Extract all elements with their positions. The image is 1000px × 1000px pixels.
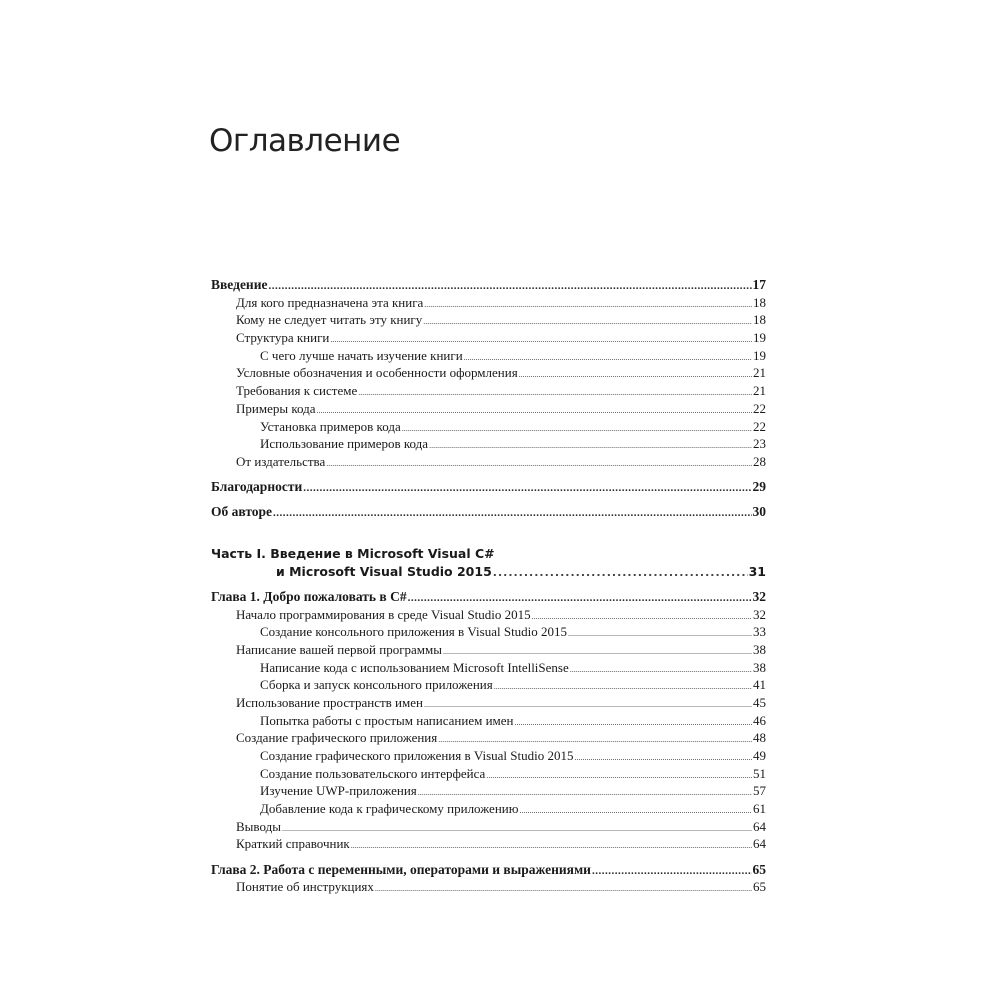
toc-chapter-entry[interactable] bbox=[211, 503, 766, 521]
toc-entry[interactable] bbox=[211, 835, 766, 853]
entry-title: Написание вашей первой программы bbox=[236, 641, 442, 657]
entry-page-number: 48 bbox=[753, 730, 766, 746]
entry-page-number: 65 bbox=[753, 879, 766, 895]
entry-page-number: 32 bbox=[752, 588, 766, 604]
toc-intro-section bbox=[211, 276, 766, 521]
entry-page-number: 61 bbox=[753, 801, 766, 817]
entry-page-number: 18 bbox=[753, 312, 766, 328]
toc-entry[interactable] bbox=[211, 418, 766, 436]
entry-title: Создание пользовательского интерфейса bbox=[260, 765, 486, 781]
dot-leader bbox=[326, 453, 752, 473]
entry-title: Создание консольного приложения в Visual Studio 2015 bbox=[260, 624, 568, 640]
toc-chapter-section bbox=[211, 588, 766, 896]
entry-title: Благодарности bbox=[211, 479, 303, 495]
toc-entry[interactable] bbox=[211, 382, 766, 400]
entry-title: Изучение UWP-приложения bbox=[260, 783, 417, 799]
entry-title: Добавление кода к графическому приложению bbox=[260, 801, 519, 817]
entry-title: Для кого предназначена эта книга bbox=[236, 294, 424, 310]
entry-page-number: 21 bbox=[753, 383, 766, 399]
entry-page-number: 19 bbox=[753, 330, 766, 346]
toc-entry[interactable] bbox=[211, 329, 766, 347]
dot-leader bbox=[493, 563, 748, 582]
toc-entry[interactable] bbox=[211, 623, 766, 641]
entry-page-number: 30 bbox=[752, 504, 766, 520]
entry-title: Сборка и запуск консольного приложения bbox=[260, 677, 493, 693]
entry-page-number: 38 bbox=[753, 659, 766, 675]
toc-entry[interactable] bbox=[211, 712, 766, 730]
entry-title: Использование примеров кода bbox=[260, 436, 429, 452]
entry-title: От издательства bbox=[236, 453, 326, 469]
toc-entry[interactable] bbox=[211, 800, 766, 818]
toc-entry[interactable] bbox=[211, 765, 766, 783]
entry-title: Использование пространств имен bbox=[236, 694, 423, 710]
table-of-contents bbox=[211, 276, 766, 896]
toc-entry[interactable] bbox=[211, 818, 766, 836]
entry-title: Попытка работы с простым написанием имен bbox=[260, 712, 514, 728]
dot-leader bbox=[351, 835, 752, 855]
toc-entry[interactable] bbox=[211, 294, 766, 312]
entry-title: Начало программирования в среде Visual Studio 2015 bbox=[236, 606, 531, 622]
toc-chapter-entry[interactable] bbox=[211, 861, 766, 879]
toc-chapter-entry[interactable] bbox=[211, 276, 766, 294]
toc-entry[interactable] bbox=[211, 364, 766, 382]
entry-page-number: 46 bbox=[753, 712, 766, 728]
entry-title: Кому не следует читать эту книгу bbox=[236, 312, 423, 328]
page-title: Оглавление bbox=[209, 122, 401, 159]
entry-page-number: 22 bbox=[753, 400, 766, 416]
toc-entry[interactable] bbox=[211, 453, 766, 471]
entry-page-number: 41 bbox=[753, 677, 766, 693]
toc-entry[interactable] bbox=[211, 729, 766, 747]
entry-page-number: 19 bbox=[753, 347, 766, 363]
entry-title: Структура книги bbox=[236, 330, 330, 346]
entry-page-number: 23 bbox=[753, 436, 766, 452]
toc-entry[interactable] bbox=[211, 694, 766, 712]
entry-title: Понятие об инструкциях bbox=[236, 879, 374, 895]
toc-entry[interactable] bbox=[211, 747, 766, 765]
entry-page-number: 33 bbox=[753, 624, 766, 640]
entry-title: Краткий справочник bbox=[236, 836, 350, 852]
toc-entry[interactable] bbox=[211, 782, 766, 800]
entry-page-number: 32 bbox=[753, 606, 766, 622]
entry-page-number: 29 bbox=[752, 479, 766, 495]
toc-part-heading[interactable] bbox=[211, 545, 766, 580]
entry-title: Создание графического приложения в Visual Studio 2015 bbox=[260, 748, 574, 763]
toc-entry[interactable] bbox=[211, 878, 766, 896]
entry-page-number: 38 bbox=[753, 641, 766, 657]
part-title-line2: и Microsoft Visual Studio 2015 bbox=[276, 563, 492, 579]
entry-page-number: 45 bbox=[753, 694, 766, 710]
entry-page-number: 65 bbox=[752, 861, 766, 877]
entry-page-number: 49 bbox=[753, 748, 766, 763]
entry-page-number: 22 bbox=[753, 418, 766, 434]
toc-entry[interactable] bbox=[211, 659, 766, 677]
dot-leader bbox=[303, 478, 751, 498]
entry-page-number: 64 bbox=[753, 818, 766, 834]
part-title-line1: Часть I. Введение в Microsoft Visual C# bbox=[211, 545, 495, 561]
toc-entry[interactable] bbox=[211, 641, 766, 659]
dot-leader bbox=[273, 503, 751, 523]
entry-title: Введение bbox=[211, 277, 268, 292]
toc-chapter-entry[interactable] bbox=[211, 478, 766, 496]
entry-title: Написание кода с использованием Microsoft IntelliSense bbox=[260, 659, 569, 675]
entry-title: Глава 1. Добро пожаловать в C# bbox=[211, 588, 407, 604]
toc-entry[interactable] bbox=[211, 311, 766, 329]
entry-title: Требования к системе bbox=[236, 383, 358, 399]
dot-leader bbox=[375, 878, 752, 898]
toc-entry[interactable] bbox=[211, 400, 766, 418]
entry-page-number: 57 bbox=[753, 783, 766, 799]
entry-page-number: 51 bbox=[753, 765, 766, 781]
entry-page-number: 64 bbox=[753, 836, 766, 852]
toc-entry[interactable] bbox=[211, 347, 766, 365]
entry-title: Выводы bbox=[236, 818, 281, 834]
entry-page-number: 17 bbox=[752, 277, 766, 292]
toc-entry[interactable] bbox=[211, 676, 766, 694]
entry-title: Создание графического приложения bbox=[236, 730, 438, 746]
entry-page-number: 28 bbox=[753, 453, 766, 469]
entry-title: Установка примеров кода bbox=[260, 418, 401, 434]
entry-page-number: 18 bbox=[753, 294, 766, 310]
entry-title: Глава 2. Работа с переменными, операторами и выражениями bbox=[211, 861, 591, 877]
toc-chapter-entry[interactable] bbox=[211, 588, 766, 606]
entry-page-number: 21 bbox=[753, 365, 766, 381]
entry-title: С чего лучше начать изучение книги bbox=[260, 347, 463, 363]
entry-title: Об авторе bbox=[211, 504, 273, 520]
toc-entry[interactable] bbox=[211, 606, 766, 624]
entry-title: Примеры кода bbox=[236, 400, 316, 416]
toc-entry[interactable] bbox=[211, 435, 766, 453]
entry-title: Условные обозначения и особенности оформления bbox=[236, 365, 518, 381]
part-page-number: 31 bbox=[748, 563, 766, 579]
